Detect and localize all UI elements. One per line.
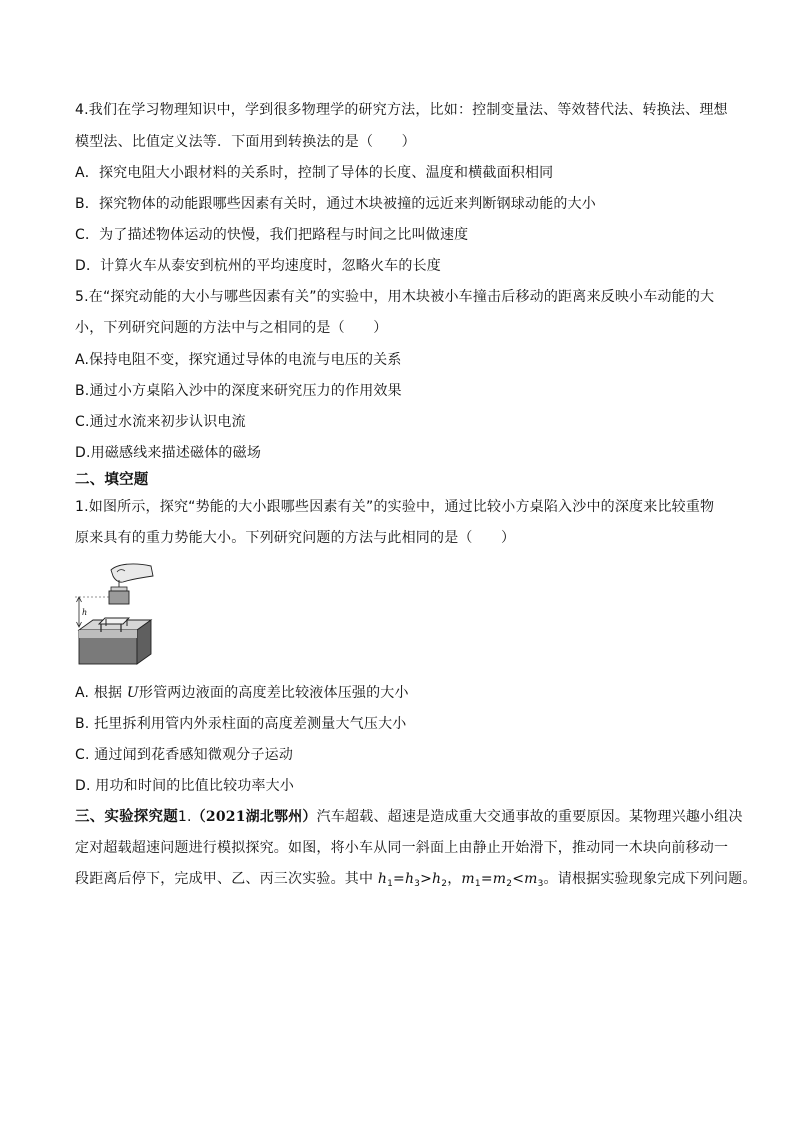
q4-option-c: C．为了描述物体运动的快慢，我们把路程与时间之比叫做速度	[75, 227, 469, 243]
q5-option-d: D.用磁感线来描述磁体的磁场	[75, 445, 262, 461]
section3-line1: 三、实验探究题1.（2021湖北鄂州）汽车超载、超速是造成重大交通事故的重要原因。某物理兴趣小组决	[75, 808, 743, 825]
weight-top	[111, 587, 127, 591]
q4-stem-line1: 4.我们在学习物理知识中，学到很多物理学的研究方法，比如：控制变量法、等效替代法、转换法、理想	[75, 102, 728, 118]
q4-option-a: A．探究电阻大小跟材料的关系时，控制了导体的长度、温度和横截面积相同	[75, 165, 554, 181]
s2-option-b: B. 托里拆利用管内外汞柱面的高度差测量大气压大小	[75, 716, 407, 732]
q5-option-a: A.保持电阻不变，探究通过导体的电流与电压的关系	[75, 352, 402, 368]
weight-block	[109, 591, 129, 604]
s2-q1-stem-line2: 原来具有的重力势能大小。下列研究问题的方法与此相同的是（ ）	[75, 530, 516, 546]
section3-line3: 段距离后停下，完成甲、乙、丙三次实验。其中 $h_1=h_3>h_2$，$m_1=m_2<m_3$。请根据实验现象完成下列问题。	[75, 871, 757, 889]
table-top	[99, 618, 129, 624]
q5-stem-line2: 小，下列研究问题的方法中与之相同的是（ ）	[75, 320, 388, 336]
q4-option-b: B．探究物体的动能跟哪些因素有关时，通过木块被撞的远近来判断钢球动能的大小	[75, 196, 597, 212]
section2-heading: 二、填空题	[75, 471, 149, 488]
s2-option-c: C. 通过闻到花香感知微观分子运动	[75, 747, 294, 763]
q5-option-c: C.通过水流来初步认识电流	[75, 414, 246, 430]
q4-option-d: D．计算火车从泰安到杭州的平均速度时，忽略火车的长度	[75, 258, 441, 274]
section3-line2: 定对超载超速问题进行模拟探究。如图，将小车从同一斜面上由静止开始滑下，推动同一木块向前移动一	[75, 840, 729, 856]
potential-energy-figure	[73, 560, 155, 668]
hand-shape	[111, 564, 153, 582]
question-source: （2021湖北鄂州）	[191, 809, 317, 825]
section3-heading: 三、实验探究题	[75, 808, 178, 825]
q4-stem-line2: 模型法、比值定义法等．下面用到转换法的是（ ）	[75, 134, 416, 150]
s2-option-a: A. 根据 U形管两边液面的高度差比较液体压强的大小	[75, 685, 409, 701]
s2-q1-stem-line1: 1.如图所示，探究“势能的大小跟哪些因素有关”的实验中，通过比较小方桌陷入沙中的深度来比较重物	[75, 499, 715, 515]
height-label: h	[82, 608, 88, 617]
q5-option-b: B.通过小方桌陷入沙中的深度来研究压力的作用效果	[75, 383, 402, 399]
s2-option-d: D. 用功和时间的比值比较功率大小	[75, 778, 295, 794]
q5-stem-line1: 5.在“探究动能的大小与哪些因素有关”的实验中，用木块被小车撞击后移动的距离来反映小车动能的大	[75, 289, 715, 305]
